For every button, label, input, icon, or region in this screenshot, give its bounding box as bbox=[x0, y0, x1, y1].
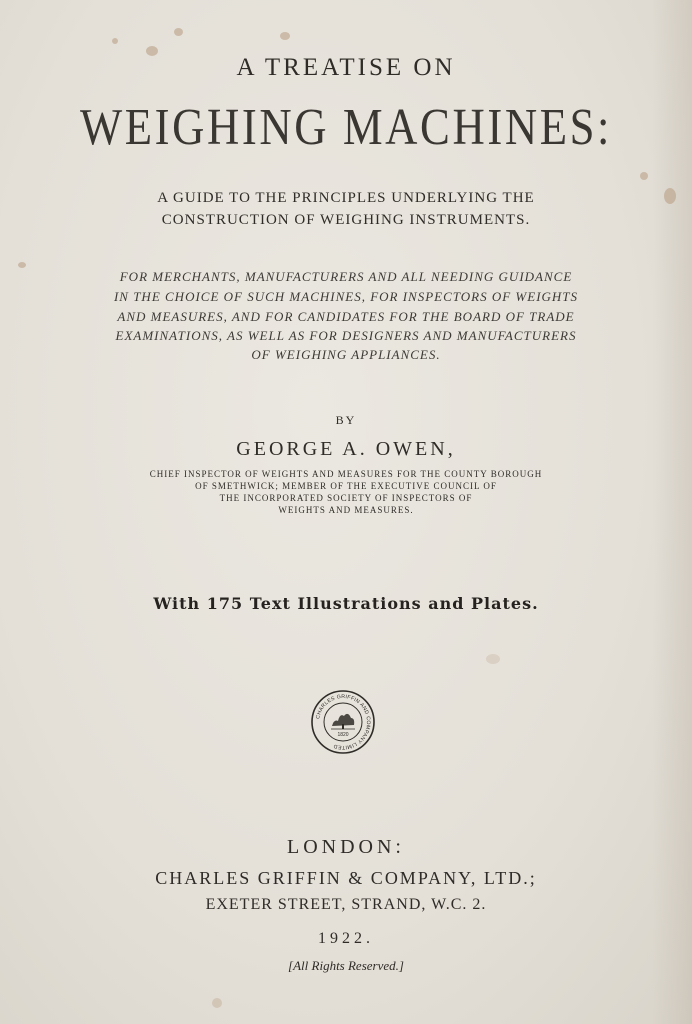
author-name: GEORGE A. OWEN, bbox=[236, 438, 456, 460]
foxing-spot bbox=[640, 172, 648, 180]
subtitle-line-2: CONSTRUCTION OF WEIGHING INSTRUMENTS. bbox=[161, 212, 531, 228]
subtitle-line-1: A GUIDE TO THE PRINCIPLES UNDERLYING THE bbox=[157, 190, 535, 206]
foxing-spot bbox=[486, 654, 500, 664]
pre-title: A TREATISE ON bbox=[236, 54, 456, 81]
svg-text:1820: 1820 bbox=[337, 732, 349, 738]
by-label: BY bbox=[335, 413, 357, 427]
audience-line-5: OF WEIGHING APPLIANCES. bbox=[251, 347, 441, 362]
audience-line-1: FOR MERCHANTS, MANUFACTURERS AND ALL NEEDING GUIDANCE bbox=[119, 269, 573, 284]
credentials-line-3: THE INCORPORATED SOCIETY OF INSPECTORS OF bbox=[219, 493, 473, 503]
foxing-spot bbox=[280, 32, 290, 40]
credentials-line-1: CHIEF INSPECTOR OF WEIGHTS AND MEASURES FOR THE COUNTY BOROUGH bbox=[149, 469, 543, 479]
audience-line-3: AND MEASURES, AND FOR CANDIDATES FOR THE BOARD OF TRADE bbox=[117, 309, 575, 324]
imprint-year: 1922. bbox=[318, 930, 374, 947]
imprint-publisher: CHARLES GRIFFIN & COMPANY, LTD.; bbox=[155, 868, 537, 888]
publisher-seal-icon bbox=[310, 689, 376, 755]
foxing-spot bbox=[18, 262, 26, 268]
audience-line-4: EXAMINATIONS, AS WELL AS FOR DESIGNERS AND MANUFACTURERS bbox=[115, 328, 577, 343]
foxing-spot bbox=[212, 998, 222, 1008]
imprint-city: LONDON: bbox=[287, 836, 405, 858]
illustrations-note: With 175 Text Illustrations and Plates. bbox=[153, 594, 539, 613]
audience-line-2: IN THE CHOICE OF SUCH MACHINES, FOR INSPECTORS OF WEIGHTS bbox=[113, 289, 579, 304]
credentials-line-4: WEIGHTS AND MEASURES. bbox=[278, 505, 414, 515]
foxing-spot bbox=[112, 38, 118, 44]
imprint-address: EXETER STREET, STRAND, W.C. 2. bbox=[205, 896, 487, 913]
credentials-line-2: OF SMETHWICK; MEMBER OF THE EXECUTIVE COUNCIL OF bbox=[195, 481, 497, 491]
rights-notice: [All Rights Reserved.] bbox=[288, 958, 404, 973]
book-title: WEIGHING MACHINES: bbox=[79, 99, 613, 156]
foxing-spot bbox=[174, 28, 183, 36]
svg-text:CHARLES GRIFFIN AND COMPANY LI: CHARLES GRIFFIN AND COMPANY LIMITED bbox=[315, 693, 372, 751]
